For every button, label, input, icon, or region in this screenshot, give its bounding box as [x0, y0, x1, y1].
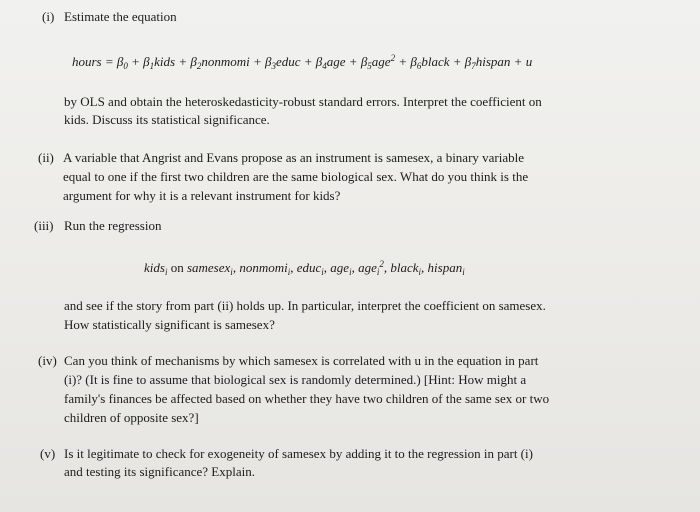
part-v-line-2: and testing its significance? Explain.	[64, 464, 255, 479]
part-iv-line-1: Can you think of mechanisms by which samesex is correlated with u in the equation in part	[64, 353, 539, 368]
part-iii-intro: Run the regression	[64, 218, 162, 233]
part-ii-label: (ii)	[38, 150, 54, 165]
part-ii-line-1: A variable that Angrist and Evans propose as an instrument is samesex, a binary variable	[63, 150, 525, 165]
part-i-intro: Estimate the equation	[64, 9, 177, 24]
part-iii-body-2: How statistically significant is samesex?	[64, 317, 275, 332]
part-iii-label: (iii)	[34, 218, 54, 233]
part-v-line-1: Is it legitimate to check for exogeneity of samesex by adding it to the regression in part (i)	[64, 446, 533, 461]
part-ii-line-3: argument for why it is a relevant instrument for kids?	[63, 188, 341, 203]
part-iv-line-4: children of opposite sex?]	[64, 410, 199, 425]
part-v-label: (v)	[40, 446, 56, 461]
part-iv-line-2: (i)? (It is fine to assume that biological sex is randomly determined.) [Hint: How might a	[64, 372, 527, 387]
part-i-body-1: by OLS and obtain the heteroskedasticity-robust standard errors. Interpret the coefficient on	[64, 94, 542, 109]
part-ii-line-2: equal to one if the first two children are the same biological sex. What do you think is the	[63, 169, 529, 184]
equation-first-stage: kids$_i$ on samesex$_i$, nonmomi$_i$, educ$_i$, age$_i$, age$_i^2$, black$_i$, hispan$_i$	[144, 259, 465, 277]
part-iii-body-1: and see if the story from part (ii) holds up. In particular, interpret the coefficient on samesex.	[64, 298, 546, 313]
part-iv-line-3: family's finances be affected based on whether they have two children of the same sex or two	[64, 391, 550, 406]
part-iv-label: (iv)	[38, 353, 57, 368]
part-i-body-2: kids. Discuss its statistical significance.	[64, 112, 270, 127]
part-i-label: (i)	[42, 9, 55, 24]
equation-hours: hours = $\beta_0$ + $\beta_1kids$ + $\beta_2nonmomi$ + $\beta_3educ + \beta_4age + \beta_5age^2$ + $\beta_6black$ + $\beta_7hispan + u$	[72, 53, 533, 71]
